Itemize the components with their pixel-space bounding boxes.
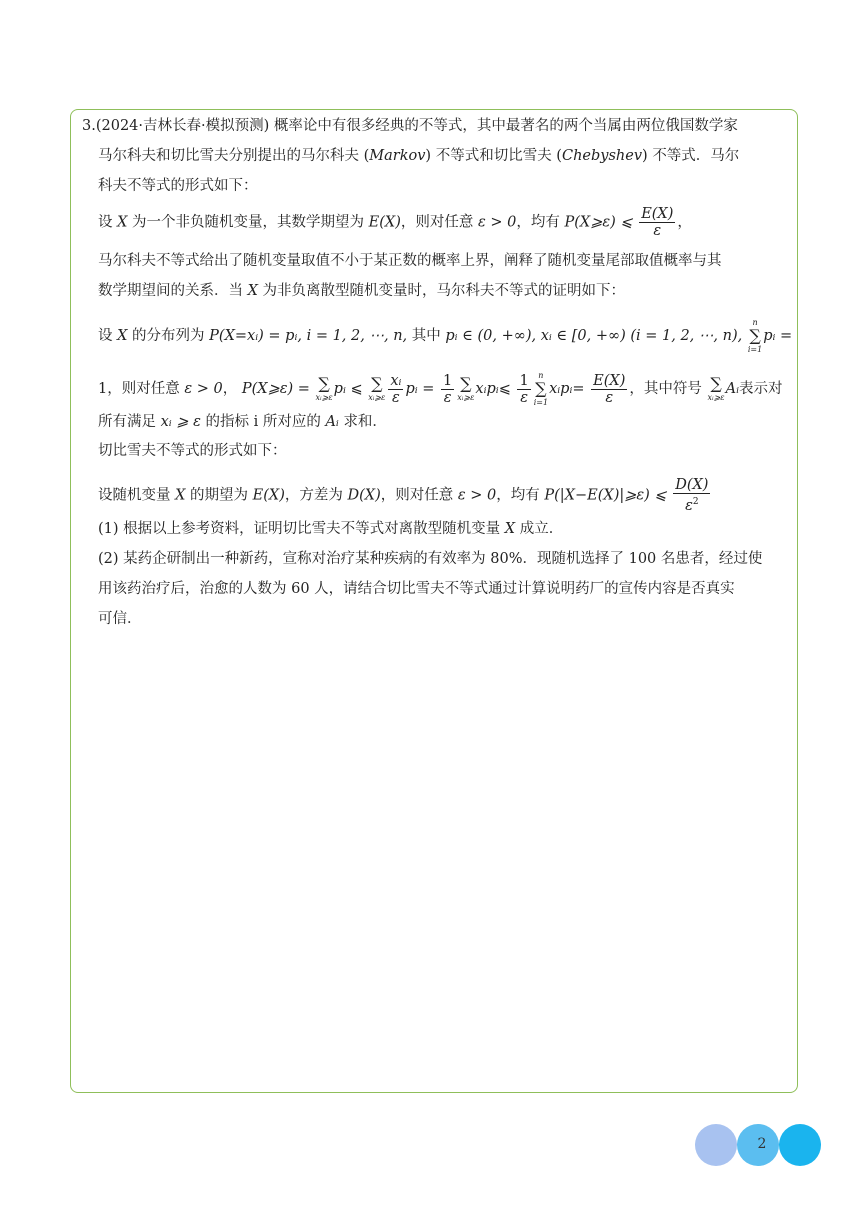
problem-number: 3. bbox=[82, 118, 96, 134]
distribution-line: 设 X 的分布列为 P(X=xᵢ) = pᵢ, i = 1, 2, ⋯, n, 其中 pᵢ ∈ (0, +∞), xᵢ ∈ [0, +∞) (i = 1, 2, ⋯, n), n ∑ i=1 pᵢ = bbox=[98, 318, 793, 354]
chebyshev-fraction: $\frac{D(X)}{\varepsilon^2}$ bbox=[675, 477, 709, 514]
problem-line: 马尔科夫和切比雪夫分别提出的马尔科夫 (Markov) 不等式和切比雪夫 (Chebyshev) 不等式．马尔 bbox=[98, 148, 740, 164]
problem-line: 马尔科夫不等式给出了随机变量取值不小于某正数的概率上界，阐释了随机变量尾部取值概率与其 bbox=[98, 253, 722, 269]
markov-definition: 设 X 为一个非负随机变量，其数学期望为 E(X)，则对任意 ε > 0，均有 P(X⩾ε) ⩽ $\frac{E(X)}{\varepsilon}$ ， bbox=[98, 206, 692, 239]
sum-symbol: ∑ xᵢ⩾ε bbox=[707, 373, 725, 402]
problem-line: 科夫不等式的形式如下： bbox=[98, 178, 258, 194]
markov-fraction: $\frac{E(X)}{\varepsilon}$ bbox=[641, 206, 674, 239]
problem-line: 数学期望间的关系．当 X 为非负离散型随机变量时，马尔科夫不等式的证明如下： bbox=[98, 283, 626, 299]
question-2-line: 用该药治疗后，治愈的人数为 60 人，请结合切比雪夫不等式通过计算说明药厂的宣传内容是否真实 bbox=[98, 581, 735, 597]
proof-line: 1，则对任意 ε > 0， P(X⩾ε) = ∑ xᵢ⩾ε pᵢ ⩽ ∑ xᵢ⩾ε $\frac{\text{xᵢ}}{\varepsilon}$ pᵢ = $\frac{1}{\varepsilon}$ ∑ xᵢ⩾ε xᵢpᵢ⩽ $\frac{1}{\varepsilon}$ n ∑ i=1 xᵢpᵢ= $\frac{E(X)}{\varepsilon}$ ，其中符号 ∑ xᵢ⩾ε Aᵢ表示对 bbox=[98, 371, 783, 407]
sum-symbol: n ∑ i=1 bbox=[747, 318, 763, 354]
page-indicator bbox=[695, 1124, 823, 1168]
proof-line: 所有满足 xᵢ ⩾ ε 的指标 i 所对应的 Aᵢ 求和． bbox=[98, 414, 387, 430]
page-dot-right bbox=[779, 1124, 821, 1166]
sum-symbol: n ∑ i=1 bbox=[533, 371, 549, 407]
sum-symbol: ∑ xᵢ⩾ε bbox=[315, 373, 333, 402]
question-2: (2) 某药企研制出一种新药，宣称对治疗某种疾病的有效率为 80%．现随机选择了 100 名患者，经过使 bbox=[98, 551, 763, 567]
question-2-line: 可信． bbox=[98, 611, 142, 627]
problem-line: 3.(2024·吉林长春·模拟预测) 概率论中有很多经典的不等式，其中最著名的两个当属由两位俄国数学家 bbox=[82, 118, 738, 134]
problem-line: 切比雪夫不等式的形式如下： bbox=[98, 443, 287, 459]
question-1: (1) 根据以上参考资料，证明切比雪夫不等式对离散型随机变量 X 成立． bbox=[98, 521, 564, 537]
problem-source: (2024·吉林长春·模拟预测) bbox=[95, 118, 270, 134]
page-number: 2 bbox=[757, 1136, 767, 1152]
sum-symbol: ∑ xᵢ⩾ε bbox=[368, 373, 386, 402]
sum-symbol: ∑ xᵢ⩾ε bbox=[457, 373, 475, 402]
chebyshev-definition: 设随机变量 X 的期望为 E(X)，方差为 D(X)，则对任意 ε > 0，均有 P(|X−E(X)|⩾ε) ⩽ $\frac{D(X)}{\varepsilon^2}$ bbox=[98, 477, 709, 514]
page-dot-left bbox=[695, 1124, 737, 1166]
